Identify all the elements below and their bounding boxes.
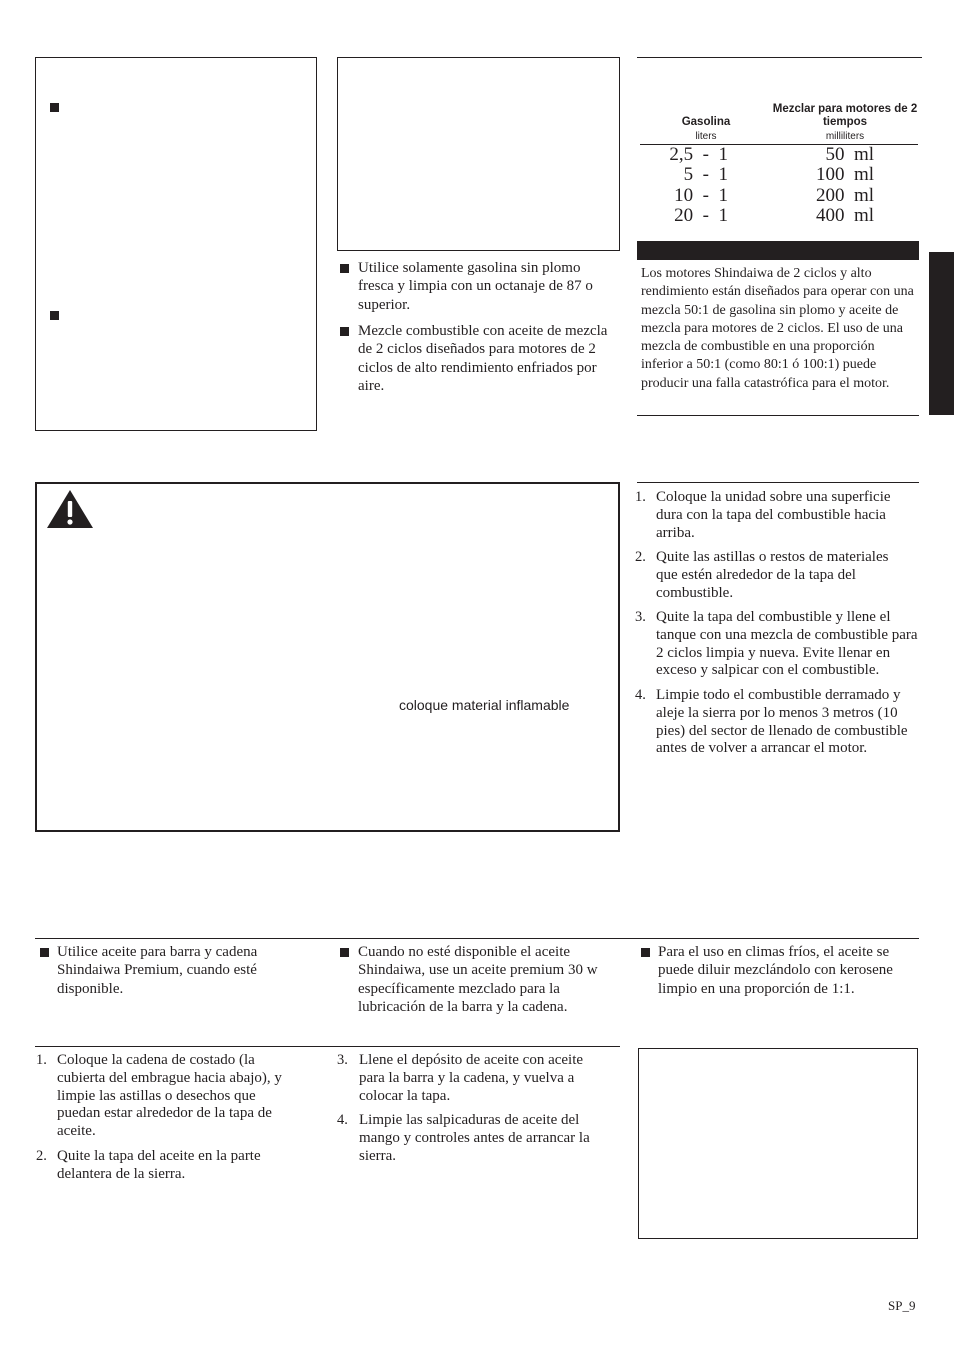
page-number: SP_9 bbox=[888, 1298, 916, 1313]
square-bullet-icon bbox=[50, 311, 59, 320]
mix-row-ml: 50 ml bbox=[825, 144, 874, 165]
notice-bottom-rule bbox=[637, 415, 919, 416]
oil-step-number: 3. bbox=[337, 1052, 348, 1068]
square-bullet-icon bbox=[340, 948, 349, 957]
mix-row-ml: 200 ml bbox=[815, 185, 874, 206]
warning-box bbox=[35, 482, 620, 832]
mix-table-top-rule bbox=[637, 57, 922, 58]
bottom-right-box bbox=[638, 1048, 918, 1239]
oil-bullet-premium: Utilice aceite para barra y cadena Shindaiwa Premium, cuando esté disponible. bbox=[57, 944, 258, 997]
mix-row-ratio: 20 - 1 bbox=[674, 205, 728, 226]
square-bullet-icon bbox=[641, 948, 650, 957]
oil-step-number: 2. bbox=[36, 1148, 47, 1164]
oil-step-number: 4. bbox=[337, 1112, 348, 1128]
top-left-box bbox=[35, 57, 317, 431]
fuel-step-number: 4. bbox=[635, 687, 646, 703]
mix-row-ratio: 10 - 1 bbox=[674, 185, 728, 206]
fuel-step-text: Quite las astillas o restos de materiales que estén alrededor de la tapa del combustible. bbox=[656, 549, 889, 601]
mix-row-ratio: 5 - 1 bbox=[683, 164, 728, 185]
square-bullet-icon bbox=[340, 264, 349, 273]
mix-col2-header: Mezclar para motores de 2 tiempos bbox=[772, 103, 918, 128]
oil-step-text: Coloque la cadena de costado (la cubierta del embrague hacia abajo), y limpie las astillas o desechos que puedan estar alrededor de la tapa de aceite. bbox=[57, 1052, 282, 1140]
top-middle-box bbox=[337, 57, 620, 251]
notice-text: Los motores Shindaiwa de 2 ciclos y alto rendimiento están diseñados para operar con una mezcla 50:1 de gasolina sin plomo y aceite de mezcla para motores de 2 ciclos. El uso de una mezcla de combustible en una proporción inferior a 50:1 (como 80:1 ó 100:1) puede producir una falla catastrófica para el motor. bbox=[641, 266, 914, 391]
mix-col1-unit: liters bbox=[695, 131, 717, 142]
section-tab-marker bbox=[929, 252, 954, 415]
oil-bullet-cold-weather: Para el uso en climas fríos, el aceite se puede diluir mezclándolo con kerosene limpio en una proporción de 1:1. bbox=[658, 944, 893, 997]
square-bullet-icon bbox=[340, 327, 349, 336]
fuel-step-number: 2. bbox=[635, 549, 646, 565]
square-bullet-icon bbox=[40, 948, 49, 957]
oil-step-text: Limpie las salpicaduras de aceite del mango y controles antes de arrancar la sierra. bbox=[359, 1112, 590, 1164]
fuel-step-text: Limpie todo el combustible derramado y aleje la sierra por lo menos 3 metros (10 pies) del sector de llenado de combustible antes de volver a arrancar el motor. bbox=[656, 687, 908, 757]
mix-col2-unit: milliliters bbox=[825, 131, 865, 142]
oil-bullet-alternative: Cuando no esté disponible el aceite Shindaiwa, use un aceite premium 30 w específicamente mezclado para la lubricación de la barra y la cadena. bbox=[358, 944, 598, 1015]
mix-row-ratio: 2,5 - 1 bbox=[669, 144, 728, 165]
square-bullet-icon bbox=[50, 103, 59, 112]
mix-row-ml: 400 ml bbox=[815, 205, 874, 226]
fuel-bullet-gasoline: Utilice solamente gasolina sin plomo fresca y limpia con un octanaje de 87 o superior. bbox=[358, 260, 593, 313]
warning-fragment: coloque material inflamable bbox=[399, 697, 570, 713]
fuel-step-number: 1. bbox=[635, 489, 646, 505]
notice-header-bar bbox=[637, 241, 919, 260]
fuel-step-number: 3. bbox=[635, 609, 646, 625]
oil-step-text: Quite la tapa del aceite en la parte delantera de la sierra. bbox=[57, 1148, 261, 1182]
mix-row-ml: 100 ml bbox=[815, 164, 874, 185]
fuel-step-text: Coloque la unidad sobre una superficie dura con la tapa del combustible hacia arriba. bbox=[656, 489, 891, 541]
fueling-top-rule bbox=[637, 482, 919, 483]
oil-steps-top-rule bbox=[35, 1046, 620, 1047]
fuel-step-text: Quite la tapa del combustible y llene el tanque con una mezcla de combustible para 2 ciclos limpia y nueva. Evite llenar en exceso y salpicar con el combustible. bbox=[656, 609, 918, 679]
warning-triangle-icon bbox=[46, 489, 94, 529]
oil-bullets-top-rule bbox=[35, 938, 919, 939]
fuel-bullet-mix: Mezcle combustible con aceite de mezcla de 2 ciclos diseñados para motores de 2 ciclos de alto rendimiento enfriados por aire. bbox=[358, 323, 608, 394]
mix-col1-header: Gasolina bbox=[681, 116, 731, 128]
oil-step-text: Llene el depósito de aceite con aceite para la barra y la cadena, y vuelva a colocar la tapa. bbox=[359, 1052, 584, 1104]
oil-step-number: 1. bbox=[36, 1052, 47, 1068]
